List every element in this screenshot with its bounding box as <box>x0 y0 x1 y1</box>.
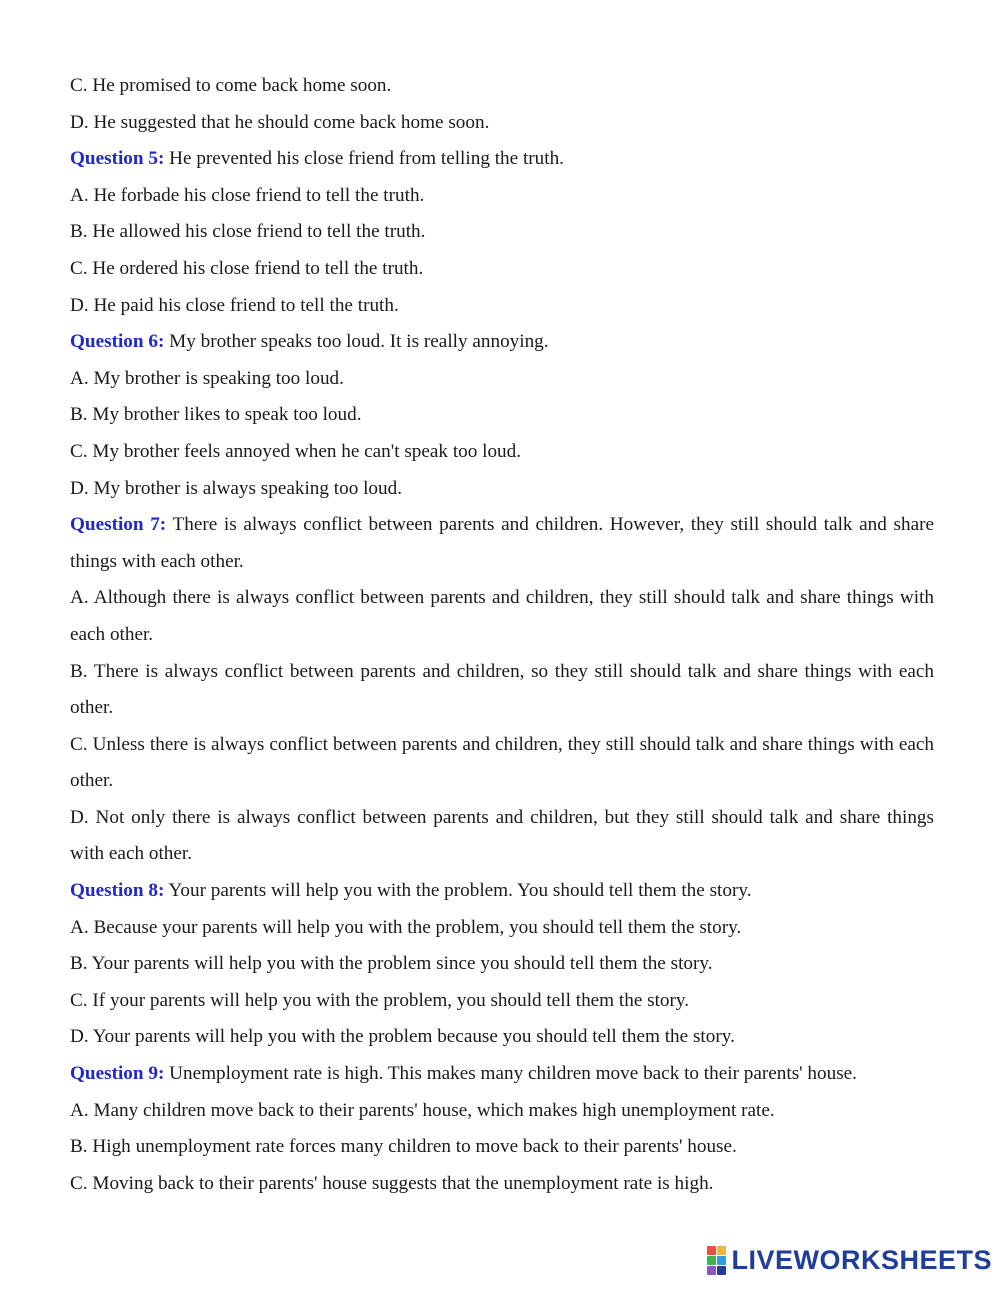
question-5 <box>70 141 934 178</box>
option-line: C. If your parents will help you with the problem, you should tell them the story. <box>70 989 690 1011</box>
option-line: A. He forbade his close friend to tell the truth. <box>70 184 425 206</box>
logo-cubes-icon <box>707 1246 726 1275</box>
option-paragraph: B. There is always conflict between parents and children, so they still should talk and share things with each other. <box>70 660 934 719</box>
option-line: C. He ordered his close friend to tell the truth. <box>70 257 424 279</box>
question-prompt: Unemployment rate is high. This makes many children move back to their parents' house. <box>169 1063 857 1085</box>
option-line: B. He allowed his close friend to tell the truth. <box>70 221 426 243</box>
logo-cube <box>717 1246 726 1255</box>
worksheet-page <box>70 68 934 1202</box>
logo-cube <box>717 1266 726 1275</box>
question-prompt: He prevented his close friend from telling the truth. <box>169 148 564 170</box>
option-line: B. My brother likes to speak too loud. <box>70 404 362 426</box>
option-paragraph: D. Not only there is always conflict between parents and children, but they still should talk and share things with each other. <box>70 806 934 865</box>
logo-text: LIVEWORKSHEETS <box>731 1244 992 1275</box>
option-line: C. Moving back to their parents' house suggests that the unemployment rate is high. <box>70 1172 714 1194</box>
option-line: A. Because your parents will help you with the problem, you should tell them the story. <box>70 916 742 938</box>
question-8 <box>70 873 934 910</box>
question-9 <box>70 1056 934 1093</box>
option-line: A. Many children move back to their parents' house, which makes high unemployment rate. <box>70 1099 775 1121</box>
option-line: C. He promised to come back home soon. <box>70 75 392 96</box>
option-line: C. My brother feels annoyed when he can't speak too loud. <box>70 440 522 462</box>
option-paragraph: C. Unless there is always conflict between parents and children, they still should talk and share things with each other. <box>70 733 934 792</box>
option-line: D. My brother is always speaking too loud. <box>70 477 403 499</box>
option-line: D. He paid his close friend to tell the truth. <box>70 294 399 316</box>
logo-cube <box>707 1256 716 1265</box>
question-label: Question 9: <box>70 1063 165 1085</box>
question-7 <box>70 507 934 580</box>
liveworksheets-logo[interactable] <box>707 1243 992 1277</box>
question-prompt: My brother speaks too loud. It is really annoying. <box>169 331 549 353</box>
option-line: B. High unemployment rate forces many children to move back to their parents' house. <box>70 1136 737 1158</box>
option-line: A. My brother is speaking too loud. <box>70 367 344 389</box>
option-line: B. Your parents will help you with the problem since you should tell them the story. <box>70 953 713 975</box>
option-paragraph: A. Although there is always conflict between parents and children, they still should talk and share things with each other. <box>70 587 934 645</box>
logo-cube <box>707 1266 716 1275</box>
option-line: D. Your parents will help you with the problem because you should tell them the story. <box>70 1026 735 1048</box>
question-label: Question 7: <box>70 514 167 536</box>
question-label: Question 8: <box>70 880 165 902</box>
question-prompt: There is always conflict between parents and children. However, they still should talk and share things with each other. <box>70 514 934 572</box>
logo-cube <box>717 1256 726 1265</box>
question-6 <box>70 324 934 361</box>
logo-cube <box>707 1246 716 1255</box>
question-prompt: Your parents will help you with the problem. You should tell them the story. <box>168 880 752 902</box>
option-line: D. He suggested that he should come back home soon. <box>70 111 490 133</box>
question-label: Question 6: <box>70 331 165 353</box>
question-label: Question 5: <box>70 148 165 170</box>
